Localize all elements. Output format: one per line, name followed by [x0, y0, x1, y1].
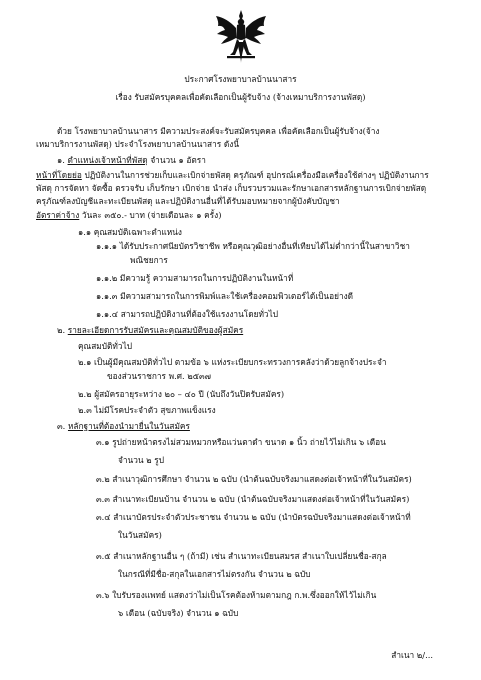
duties-label: หน้าที่โดยย่อ — [36, 170, 82, 180]
section-3-heading — [57, 421, 190, 431]
duties-line-1 — [36, 170, 429, 180]
duties-line-2: พัสดุ การจัดหา จัดซื้อ ตรวจรับ เก็บรักษา เบิกจ่าย นำส่ง เก็บรวบรวมและรักษาเอกสารหลักฐานการเบิกจ่ายพัสดุ — [36, 183, 427, 193]
subject-line: เรื่อง รับสมัครบุคคลเพื่อคัดเลือกเป็นผู้รับจ้าง (จ้างเหมาบริการงานพัสดุ) — [115, 92, 366, 102]
section-3-number: ๓. — [57, 421, 66, 431]
general-item-1-line-2: ของส่วนราชการ พ.ศ. ๒๕๓๗ — [107, 371, 211, 381]
doc-item-4-line-1: ๓.๔ สำเนาบัตรประจำตัวประชาชน จำนวน ๒ ฉบับ (นำบัตรฉบับจริงมาแสดงต่อเจ้าหน้าที่ — [96, 512, 411, 522]
doc-item-4-line-2: ในวันสมัคร) — [118, 530, 162, 540]
section-1-title: ตำแหน่งเจ้าหน้าที่พัสดุ — [67, 155, 148, 165]
qual-specific-title: ๑.๑ คุณสมบัติเฉพาะตำแหน่ง — [78, 227, 182, 237]
wage-label: อัตราค่าจ้าง — [36, 210, 80, 220]
qual-item-1-line-2: พณิชยการ — [130, 255, 168, 265]
doc-item-1-line-2: จำนวน ๒ รูป — [118, 455, 164, 465]
qual-item-2: ๑.๑.๒ มีความรู้ ความสามารถในการปฏิบัติงานในหน้าที่ — [96, 273, 294, 283]
duties-line-3: ครุภัณฑ์ลงบัญชีและทะเบียนพัสดุ และปฏิบัติงานอื่นที่ได้รับมอบหมายจากผู้บังคับบัญชา — [36, 196, 340, 206]
announcement-title: ประกาศโรงพยาบาลบ้านนาสาร — [184, 74, 297, 84]
wage-text: วันละ ๓๕๐.- บาท (จ่ายเดือนละ ๑ ครั้ง) — [79, 210, 222, 220]
doc-item-3: ๓.๓ สำเนาทะเบียนบ้าน จำนวน ๒ ฉบับ (นำต้นฉบับจริงมาแสดงต่อเจ้าหน้าที่ในวันสมัคร) — [96, 494, 410, 504]
doc-item-6-line-2: ๖ เดือน (ฉบับจริง) จำนวน ๑ ฉบับ — [118, 608, 239, 618]
duties-text-1: ปฏิบัติงานในการช่วยเก็บและเบิกจ่ายพัสดุ ครุภัณฑ์ อุปกรณ์เครื่องมือเครื่องใช้ต่างๆ ปฏิบัติงานการ — [81, 170, 429, 180]
section-2-sub: คุณสมบัติทั่วไป — [78, 341, 133, 351]
doc-item-1-line-1: ๓.๑ รูปถ่ายหน้าตรงไม่สวมหมวกหรือแว่นตาดำ ขนาด ๑ นิ้ว ถ่ายไว้ไม่เกิน ๖ เดือน — [96, 437, 386, 447]
section-1-rest: จำนวน ๑ อัตรา — [147, 155, 206, 165]
section-1-number: ๑. — [57, 155, 65, 165]
intro-line-2: เหมาบริการงานพัสดุ) ประจำโรงพยาบาลบ้านนาสาร ดังนี้ — [36, 139, 239, 149]
section-2-number: ๒. — [57, 325, 66, 335]
qual-item-1-line-1: ๑.๑.๑ ได้รับประกาศนียบัตรวิชาชีพ หรือคุณวุฒิอย่างอื่นที่เทียบได้ไม่ต่ำกว่านี้ในสาขาวิชา — [96, 241, 410, 251]
wage-line — [36, 210, 221, 220]
intro-line-1: ด้วย โรงพยาบาลบ้านนาสาร มีความประสงค์จะรับสมัครบุคคล เพื่อคัดเลือกเป็นผู้รับจ้าง(จ้าง — [57, 126, 380, 136]
doc-item-5-line-1: ๓.๕ สำเนาหลักฐานอื่น ๆ (ถ้ามี) เช่น สำเนาทะเบียนสมรส สำเนาใบเปลี่ยนชื่อ-สกุล — [96, 551, 387, 561]
general-item-2: ๒.๒ ผู้สมัครอายุระหว่าง ๒๐ – ๔๐ ปี (นับถึงวันปิดรับสมัคร) — [78, 389, 285, 399]
general-item-1-line-1: ๒.๑ เป็นผู้มีคุณสมบัติทั่วไป ตามข้อ ๖ แห่งระเบียบกระทรวงการคลังว่าด้วยลูกจ้างประจำ — [78, 357, 387, 367]
doc-item-6-line-1: ๓.๖ ใบรับรองแพทย์ แสดงว่าไม่เป็นโรคต้องห้ามตามกฎ ก.พ.ซึ่งออกให้ไว้ไม่เกิน — [96, 590, 377, 600]
section-3-title: หลักฐานที่ต้องนำมายื่นในวันสมัคร — [67, 421, 190, 431]
page-continuation-note: สำเนา ๒/... — [391, 650, 433, 660]
qual-item-4: ๑.๑.๔ สามารถปฏิบัติงานที่ต้องใช้แรงงานโดยทั่วไป — [96, 309, 279, 319]
section-2-heading — [57, 325, 243, 335]
section-1-heading — [57, 155, 206, 165]
section-2-title: รายละเอียดการรับสมัครและคุณสมบัติของผู้สมัคร — [67, 325, 244, 335]
garuda-emblem — [213, 8, 269, 66]
qual-item-3: ๑.๑.๓ มีความสามารถในการพิมพ์และใช้เครื่องคอมพิวเตอร์ได้เป็นอย่างดี — [96, 291, 354, 301]
doc-item-5-line-2: ในกรณีที่มีชื่อ-สกุลในเอกสารไม่ตรงกัน จำนวน ๒ ฉบับ — [118, 569, 311, 579]
general-item-3: ๒.๓ ไม่มีโรคประจำตัว สุขภาพแข็งแรง — [78, 405, 216, 415]
doc-item-2: ๓.๒ สำเนาวุฒิการศึกษา จำนวน ๒ ฉบับ (นำต้นฉบับจริงมาแสดงต่อเจ้าหน้าที่ในวันสมัคร) — [96, 474, 412, 484]
